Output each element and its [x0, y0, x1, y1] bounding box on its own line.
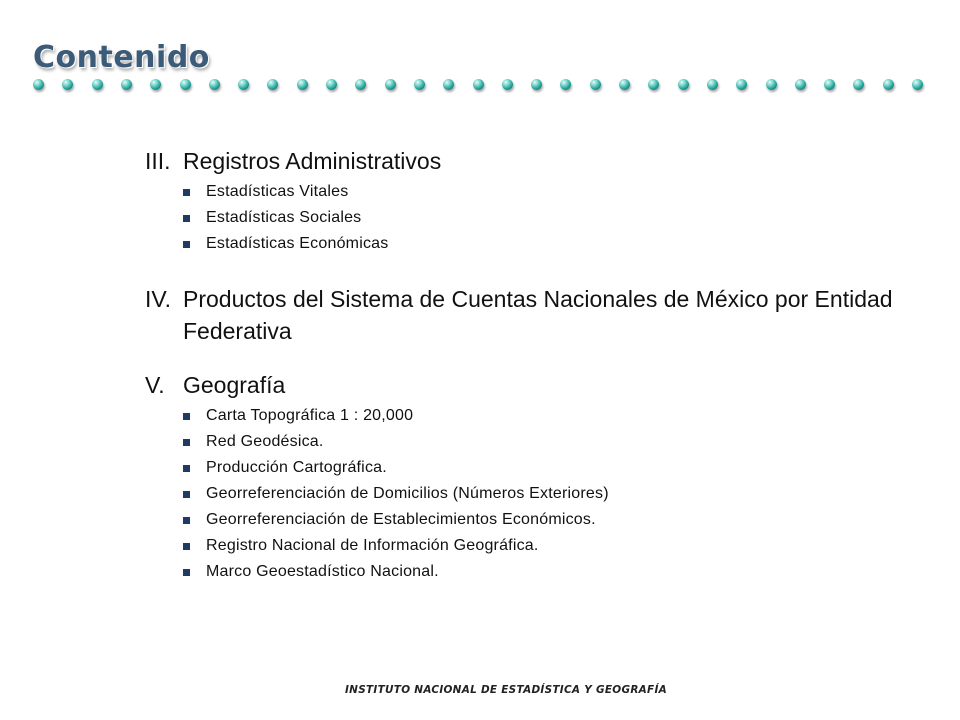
list-item-text: Estadísticas Económicas: [206, 235, 389, 252]
list-item: [183, 205, 935, 231]
divider-dot-icon: [912, 79, 923, 90]
square-bullet-icon: [183, 543, 190, 550]
divider-dot-icon: [326, 79, 337, 90]
list-item: [183, 559, 935, 585]
list-item-text: Estadísticas Vitales: [206, 183, 349, 200]
divider-dot-icon: [619, 79, 630, 90]
divider-dot-icon: [414, 79, 425, 90]
square-bullet-icon: [183, 517, 190, 524]
divider-dot-icon: [33, 79, 44, 90]
divider-dot-icon: [736, 79, 747, 90]
section-item-list: [183, 179, 935, 257]
divider-dot-icon: [150, 79, 161, 90]
divider-dot-icon: [766, 79, 777, 90]
divider-dot-icon: [824, 79, 835, 90]
section-productos-scnm: [145, 283, 935, 347]
divider-dot-icon: [473, 79, 484, 90]
section-title: Geografía: [183, 372, 286, 398]
divider-dot-icon: [853, 79, 864, 90]
list-item: [183, 403, 935, 429]
footer-institution-name: INSTITUTO NACIONAL DE ESTADÍSTICA Y GEOGRAFÍA: [345, 683, 668, 696]
title-dot-divider: [33, 79, 933, 95]
divider-dot-icon: [883, 79, 894, 90]
list-item: [183, 533, 935, 559]
section-heading: [145, 369, 935, 401]
section-number: IV.: [145, 286, 172, 312]
divider-dot-icon: [92, 79, 103, 90]
divider-dot-icon: [648, 79, 659, 90]
list-item: [183, 231, 935, 257]
list-item: [183, 507, 935, 533]
square-bullet-icon: [183, 189, 190, 196]
section-title: Productos del Sistema de Cuentas Nacionales de México por Entidad Federativa: [183, 286, 893, 344]
section-registros-administrativos: [145, 145, 935, 257]
section-number: III.: [145, 148, 171, 174]
list-item: [183, 179, 935, 205]
list-item-text: Carta Topográfica 1 : 20,000: [206, 407, 414, 424]
section-heading: [145, 283, 935, 347]
list-item-text: Georreferenciación de Establecimientos Económicos.: [206, 511, 596, 528]
square-bullet-icon: [183, 215, 190, 222]
list-item: [183, 481, 935, 507]
divider-dot-icon: [209, 79, 220, 90]
square-bullet-icon: [183, 413, 190, 420]
list-item-text: Registro Nacional de Información Geográfica.: [206, 537, 539, 554]
list-item: [183, 429, 935, 455]
divider-dot-icon: [560, 79, 571, 90]
divider-dot-icon: [62, 79, 73, 90]
square-bullet-icon: [183, 241, 190, 248]
divider-dot-icon: [443, 79, 454, 90]
square-bullet-icon: [183, 569, 190, 576]
list-item-text: Red Geodésica.: [206, 433, 324, 450]
divider-dot-icon: [707, 79, 718, 90]
section-item-list: [183, 403, 935, 585]
divider-dot-icon: [531, 79, 542, 90]
slide-title: Contenido: [33, 40, 210, 75]
list-item: [183, 455, 935, 481]
list-item-text: Georreferenciación de Domicilios (Números Exteriores): [206, 485, 609, 502]
divider-dot-icon: [267, 79, 278, 90]
list-item-text: Producción Cartográfica.: [206, 459, 387, 476]
divider-dot-icon: [238, 79, 249, 90]
divider-dot-icon: [590, 79, 601, 90]
list-item-text: Marco Geoestadístico Nacional.: [206, 563, 439, 580]
divider-dot-icon: [795, 79, 806, 90]
divider-dot-icon: [385, 79, 396, 90]
divider-dot-icon: [502, 79, 513, 90]
square-bullet-icon: [183, 439, 190, 446]
section-title: Registros Administrativos: [183, 148, 442, 174]
list-item-text: Estadísticas Sociales: [206, 209, 362, 226]
divider-dot-icon: [180, 79, 191, 90]
divider-dot-icon: [121, 79, 132, 90]
divider-dot-icon: [297, 79, 308, 90]
section-heading: [145, 145, 935, 177]
content-outline: [145, 145, 935, 585]
divider-dot-icon: [355, 79, 366, 90]
square-bullet-icon: [183, 465, 190, 472]
section-number: V.: [145, 372, 165, 398]
square-bullet-icon: [183, 491, 190, 498]
section-geografia: [145, 369, 935, 585]
divider-dot-icon: [678, 79, 689, 90]
